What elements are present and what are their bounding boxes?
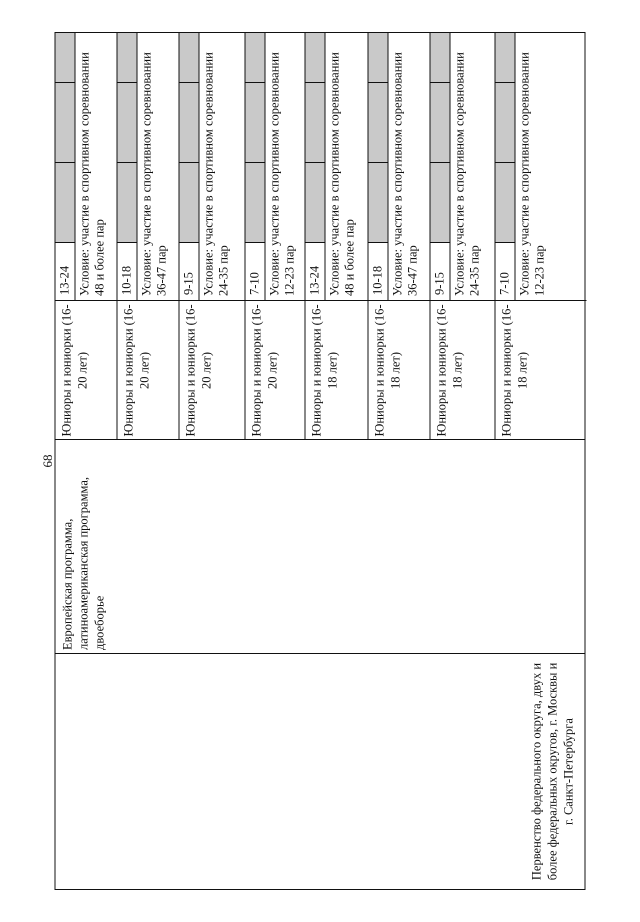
shaded-cell — [369, 82, 388, 162]
age-group-label: Юниоры и юниорки (16-18 лет) — [306, 300, 368, 440]
age-group-label: Юниоры и юниорки (16-20 лет) — [246, 300, 305, 440]
shaded-cell — [431, 82, 450, 162]
condition-text: Условие: участие в спортивном соревновании 24-35 пар — [201, 52, 231, 296]
condition-text: Условие: участие в спортивном соревновании 36-47 пар — [139, 52, 169, 296]
age-group-row — [431, 33, 496, 440]
age-group-row — [118, 33, 180, 440]
program-cell — [56, 439, 585, 654]
shaded-cell — [306, 33, 325, 82]
shaded-cell — [306, 162, 325, 242]
count-row — [180, 33, 200, 300]
rotated-table-wrapper — [55, 32, 586, 890]
shaded-cell — [246, 33, 265, 82]
shaded-cell — [496, 162, 515, 242]
program-name: Европейская программа, латиноамериканская программа, двоеборье — [60, 477, 107, 650]
shaded-cell — [56, 33, 75, 82]
competition-name-cell — [56, 653, 585, 889]
shaded-cell — [369, 162, 388, 242]
shaded-cell — [180, 82, 199, 162]
shaded-cell — [118, 162, 137, 242]
shaded-cell — [118, 33, 137, 82]
condition-text: Условие: участие в спортивном соревновании 48 и более пар — [77, 52, 107, 296]
shaded-cell — [56, 82, 75, 162]
shaded-cell — [431, 33, 450, 82]
age-group-label: Юниоры и юниорки (16-20 лет) — [118, 300, 179, 440]
age-group-row — [496, 33, 587, 440]
participant-count: 7-10 — [496, 242, 515, 300]
count-row — [56, 33, 76, 300]
shaded-cell — [180, 33, 199, 82]
condition-text: Условие: участие в спортивном соревновании 24-35 пар — [452, 52, 482, 296]
participant-count: 9-15 — [431, 242, 450, 300]
participant-count: 13-24 — [56, 242, 75, 300]
count-row — [118, 33, 138, 300]
shaded-cell — [306, 82, 325, 162]
shaded-cell — [496, 33, 515, 82]
age-group-label: Юниоры и юниорки (16-20 лет) — [180, 300, 245, 440]
shaded-cell — [180, 162, 199, 242]
participant-count: 9-15 — [180, 242, 199, 300]
age-group-label: Юниоры и юниорки (16-20 лет) — [56, 300, 117, 440]
condition-text: Условие: участие в спортивном соревновании 48 и более пар — [327, 52, 357, 296]
count-row — [369, 33, 389, 300]
age-group-row — [246, 33, 306, 440]
count-row — [306, 33, 326, 300]
participant-count: 7-10 — [246, 242, 265, 300]
competition-name: Первенство федерального округа, двух и более федеральных округов, г. Москвы и г. Санкт-Петербурга — [529, 662, 576, 881]
age-group-row — [369, 33, 431, 440]
shaded-cell — [118, 82, 137, 162]
count-row — [246, 33, 266, 300]
age-group-row — [306, 33, 369, 440]
condition-text: Условие: участие в спортивном соревновании 36-47 пар — [390, 52, 420, 296]
age-group-row — [56, 33, 118, 440]
age-group-row — [180, 33, 246, 440]
shaded-cell — [246, 82, 265, 162]
age-group-label: Юниоры и юниорки (16-18 лет) — [431, 300, 495, 440]
count-row — [431, 33, 451, 300]
participant-count: 13-24 — [306, 242, 325, 300]
participant-count: 10-18 — [118, 242, 137, 300]
page-number: 68 — [40, 454, 55, 468]
participant-count: 10-18 — [369, 242, 388, 300]
shaded-cell — [369, 33, 388, 82]
condition-text: Условие: участие в спортивном соревновании 12-23 пар — [267, 52, 297, 296]
shaded-cell — [431, 162, 450, 242]
age-group-label: Юниоры и юниорки (16-18 лет) — [369, 300, 430, 440]
condition-text: Условие: участие в спортивном соревновании 12-23 пар — [517, 52, 547, 296]
shaded-cell — [496, 82, 515, 162]
count-row — [496, 33, 516, 300]
shaded-cell — [56, 162, 75, 242]
competition-table — [55, 32, 586, 890]
age-group-label: Юниоры и юниорки (16-18 лет) — [496, 300, 587, 440]
shaded-cell — [246, 162, 265, 242]
